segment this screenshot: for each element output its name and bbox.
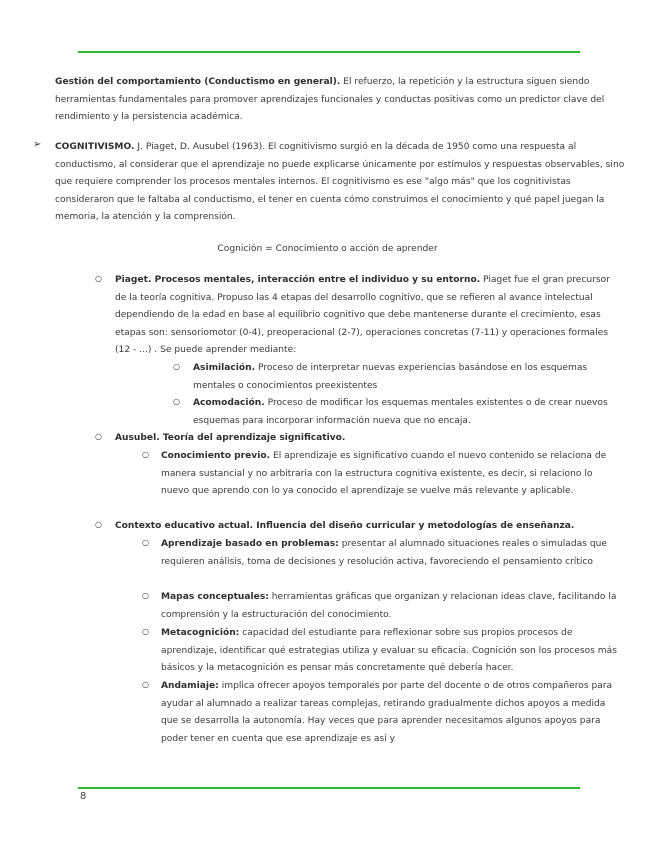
list-item-abp	[161, 536, 623, 571]
item-lead: Mapas conceptuales:	[161, 592, 269, 602]
item-lead: Piaget. Procesos mentales, interacción entre el individuo y su entorno.	[115, 275, 481, 285]
item-lead: Acomodación.	[193, 398, 265, 408]
list-item-piaget	[115, 272, 623, 360]
item-lead: Aprendizaje basado en problemas:	[161, 539, 339, 549]
item-lead: Asimilación.	[193, 363, 256, 373]
paragraph-lead: COGNITIVISMO.	[55, 142, 135, 152]
paragraph-text: El refuerzo, la repetición y la estructura siguen siendo herramientas fundamentales para promover aprendizajes funcionales y conductas positivas como un predictor clave del rendimiento y la persistencia académica.	[55, 77, 605, 123]
arrow-bullet-icon: ➢	[33, 139, 42, 150]
item-lead: Conocimiento previo.	[161, 451, 271, 461]
paragraph-conductismo	[55, 74, 625, 127]
circle-bullet-icon: ○	[142, 591, 149, 600]
item-text: implica ofrecer apoyos temporales por parte del docente o de otros compañeros para ayudar al alumnado a realizar tareas complejas, retirando gradualmente dichos apoyos a medida que se desarrolla la autonomía. Hay veces que para aprender necesitamos algunos apoyos para poder tener en cuenta que ese aprendizaje es así y	[161, 681, 613, 744]
circle-bullet-icon: ○	[142, 450, 149, 459]
item-text: herramientas gráficas que organizan y relacionan ideas clave, facilitando la comprensión y la estructuración del conocimiento.	[161, 592, 617, 620]
paragraph-lead: Gestión del comportamiento (Conductismo en general).	[55, 77, 341, 87]
circle-bullet-icon: ○	[142, 680, 149, 689]
paragraph-cognitivismo	[55, 139, 625, 227]
list-item-mapas	[161, 589, 623, 624]
list-item-contexto: Contexto educativo actual. Influencia del diseño curricular y metodologías de enseñanza.	[115, 521, 575, 531]
item-text: Piaget fue el gran precursor de la teoría cognitiva. Propuso las 4 etapas del desarrollo cognitivo, que se refieren al avance intelectual dependiendo de la edad en base al equilibrio cognitivo que debe mantenerse durante el crecimiento, esas etapas son: sensoriomotor (0-4), preoperacional (2-7), operaciones concretas (7-11) y operaciones formales (12 - ...) . Se puede aprender mediante:	[115, 275, 610, 356]
item-text: Proceso de modificar los esquemas mentales existentes o de crear nuevos esquemas para incorporar información nueva que no encaja.	[193, 398, 608, 426]
circle-bullet-icon: ○	[173, 362, 180, 371]
list-item-acomodacion	[193, 395, 623, 430]
list-item-andamiaje	[161, 678, 623, 748]
circle-bullet-icon: ○	[95, 520, 102, 529]
item-lead: Metacognición:	[161, 628, 240, 638]
list-item-metacognicion	[161, 625, 623, 678]
list-item-ausubel: Ausubel. Teoría del aprendizaje significativo.	[115, 433, 346, 443]
circle-bullet-icon: ○	[95, 274, 102, 283]
list-item-conocimiento-previo	[161, 448, 623, 501]
page-number: 8	[80, 791, 87, 802]
header-rule	[78, 51, 580, 53]
formula-line: Cognición = Conocimiento o acción de aprender	[217, 244, 438, 254]
circle-bullet-icon: ○	[142, 627, 149, 636]
footer-rule	[78, 787, 580, 789]
item-text: capacidad del estudiante para reflexionar sobre sus propios procesos de aprendizaje, identificar qué estrategias utiliza y evaluar su eficacia. Cognición son los procesos más básicos y la metacognición es pensar más concretamente qué debería hacer.	[161, 628, 617, 674]
item-lead: Andamiaje:	[161, 681, 219, 691]
circle-bullet-icon: ○	[142, 538, 149, 547]
list-item-asimilacion	[193, 360, 623, 395]
circle-bullet-icon: ○	[95, 432, 102, 441]
item-text: Proceso de interpretar nuevas experiencias basándose en los esquemas mentales o conocimientos preexistentes	[193, 363, 588, 391]
circle-bullet-icon: ○	[173, 397, 180, 406]
paragraph-text: J. Piaget, D. Ausubel (1963). El cognitivismo surgió en la década de 1950 como una respuesta al conductismo, al considerar que el aprendizaje no puede explicarse únicamente por estímulos y respuestas observables, sino que requiere comprender los procesos mentales internos. El cognitivismo es ese "algo más" que los cognitivistas consideraron que le faltaba al conductismo, el tener en cuenta cómo construimos el conocimiento y qué papel juegan la memoria, la atención y la comprensión.	[55, 142, 625, 223]
item-text: presentar al alumnado situaciones reales o simuladas que requieren análisis, toma de decisiones y resolución activa, favoreciendo el pensamiento crítico	[161, 539, 607, 567]
item-text: El aprendizaje es significativo cuando el nuevo contenido se relaciona de manera sustancial y no arbitraria con la estructura cognitiva existente, es decir, si relaciono lo nuevo que aprendo con lo ya conocido el aprendizaje se vuelve más relevante y aplicable.	[161, 451, 607, 497]
